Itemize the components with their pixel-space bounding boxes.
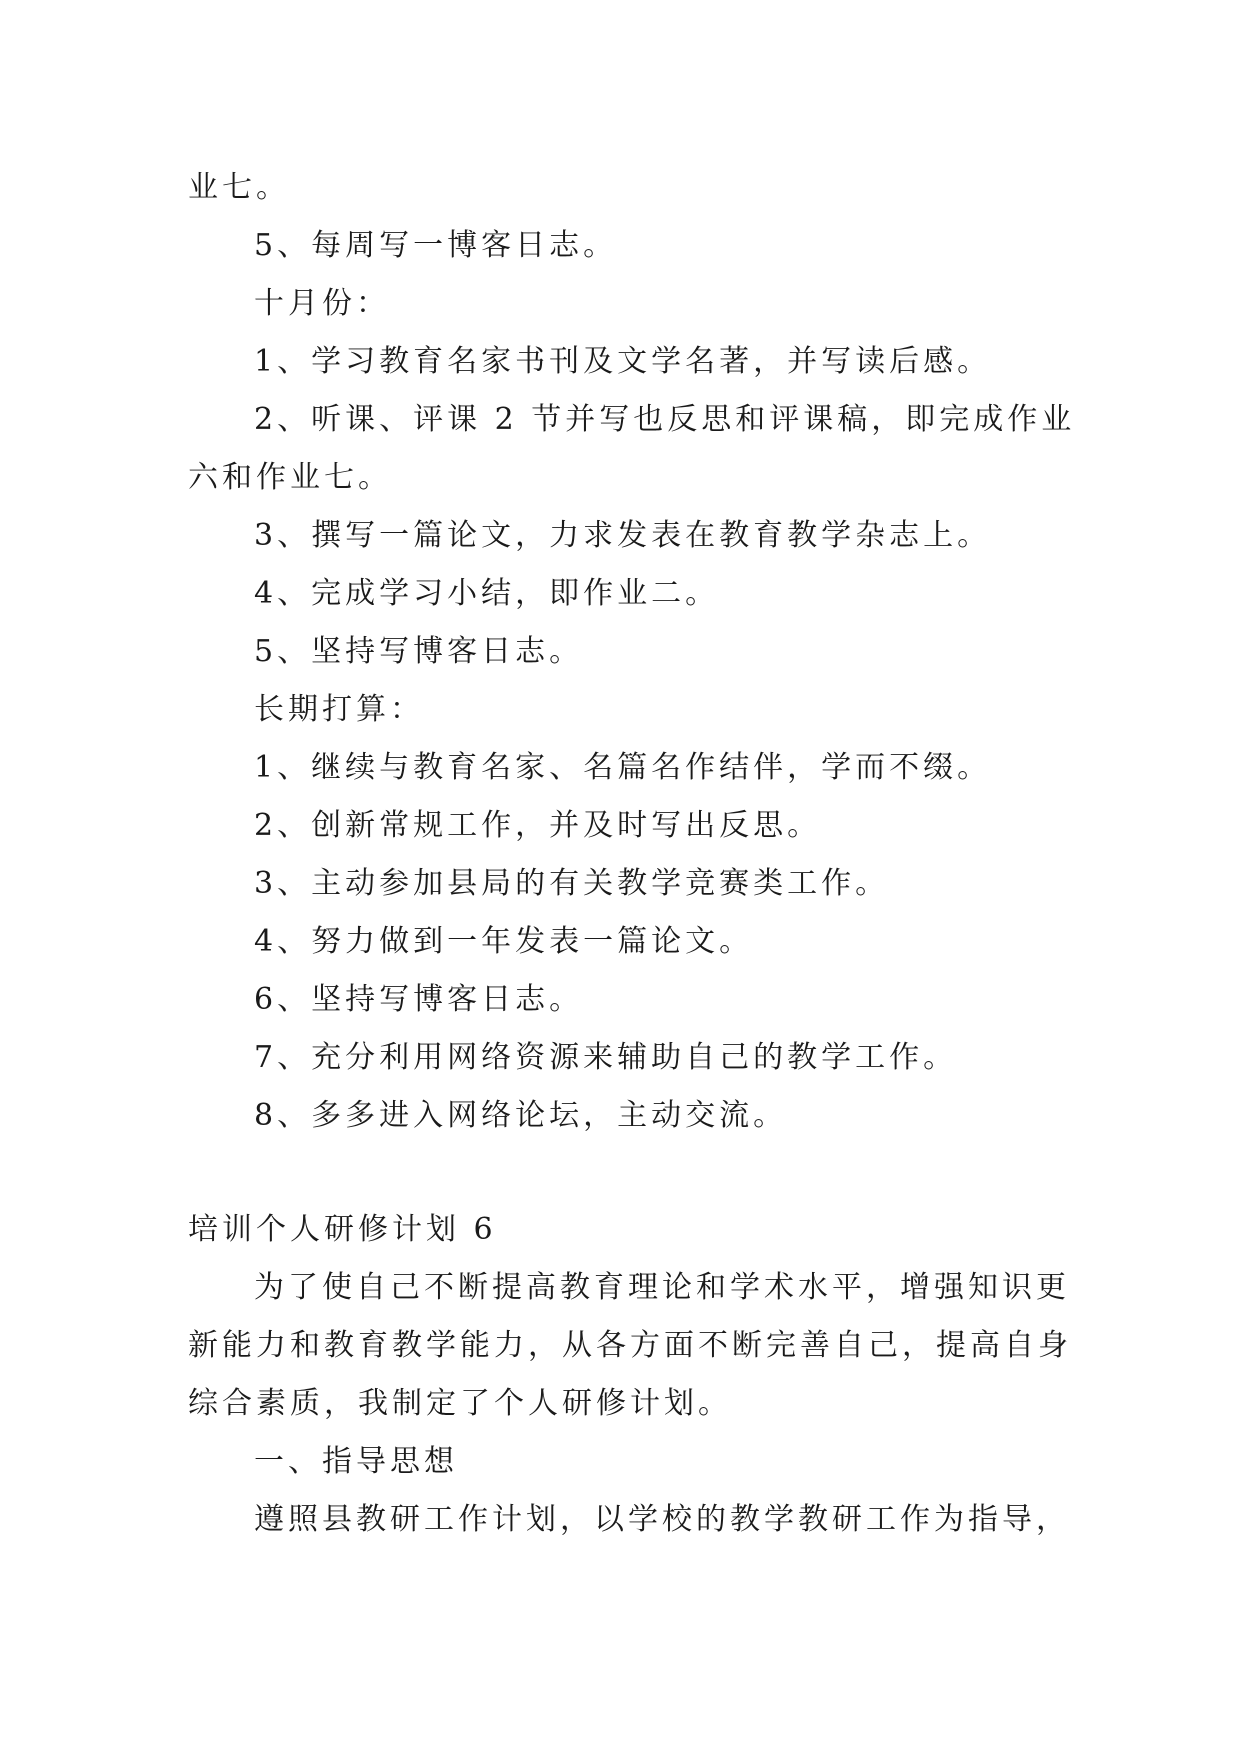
text-line: 1、学习教育名家书刊及文学名著，并写读后感。 bbox=[254, 344, 992, 379]
text-line: 遵照县教研工作计划，以学校的教学教研工作为指导， bbox=[254, 1502, 1070, 1537]
text-line: 长期打算： bbox=[254, 692, 424, 727]
text-line: 7、充分利用网络资源来辅助自己的教学工作。 bbox=[254, 1040, 958, 1075]
text-line: 4、努力做到一年发表一篇论文。 bbox=[254, 924, 754, 959]
text-line: 六和作业七。 bbox=[188, 460, 392, 495]
section-heading: 培训个人研修计划 6 bbox=[188, 1212, 497, 1247]
text-line: 业七。 bbox=[188, 170, 290, 205]
text-line: 5、每周写一博客日志。 bbox=[254, 228, 618, 263]
subsection-heading: 一、指导思想 bbox=[254, 1444, 458, 1479]
text-line: 为了使自己不断提高教育理论和学术水平，增强知识更 bbox=[254, 1270, 1070, 1305]
text-line: 4、完成学习小结，即作业二。 bbox=[254, 576, 720, 611]
text-line: 十月份： bbox=[254, 286, 390, 321]
text-line: 1、继续与教育名家、名篇名作结伴，学而不缀。 bbox=[254, 750, 992, 785]
text-line: 2、创新常规工作，并及时写出反思。 bbox=[254, 808, 822, 843]
text-line: 3、撰写一篇论文，力求发表在教育教学杂志上。 bbox=[254, 518, 992, 553]
text-line: 5、坚持写博客日志。 bbox=[254, 634, 584, 669]
text-line: 6、坚持写博客日志。 bbox=[254, 982, 584, 1017]
text-line: 8、多多进入网络论坛，主动交流。 bbox=[254, 1098, 788, 1133]
text-line: 3、主动参加县局的有关教学竞赛类工作。 bbox=[254, 866, 890, 901]
text-line: 综合素质，我制定了个人研修计划。 bbox=[188, 1386, 732, 1421]
text-line: 2、听课、评课 2 节并写也反思和评课稿，即完成作业 bbox=[254, 402, 1076, 437]
text-line: 新能力和教育教学能力，从各方面不断完善自己，提高自身 bbox=[188, 1328, 1072, 1363]
